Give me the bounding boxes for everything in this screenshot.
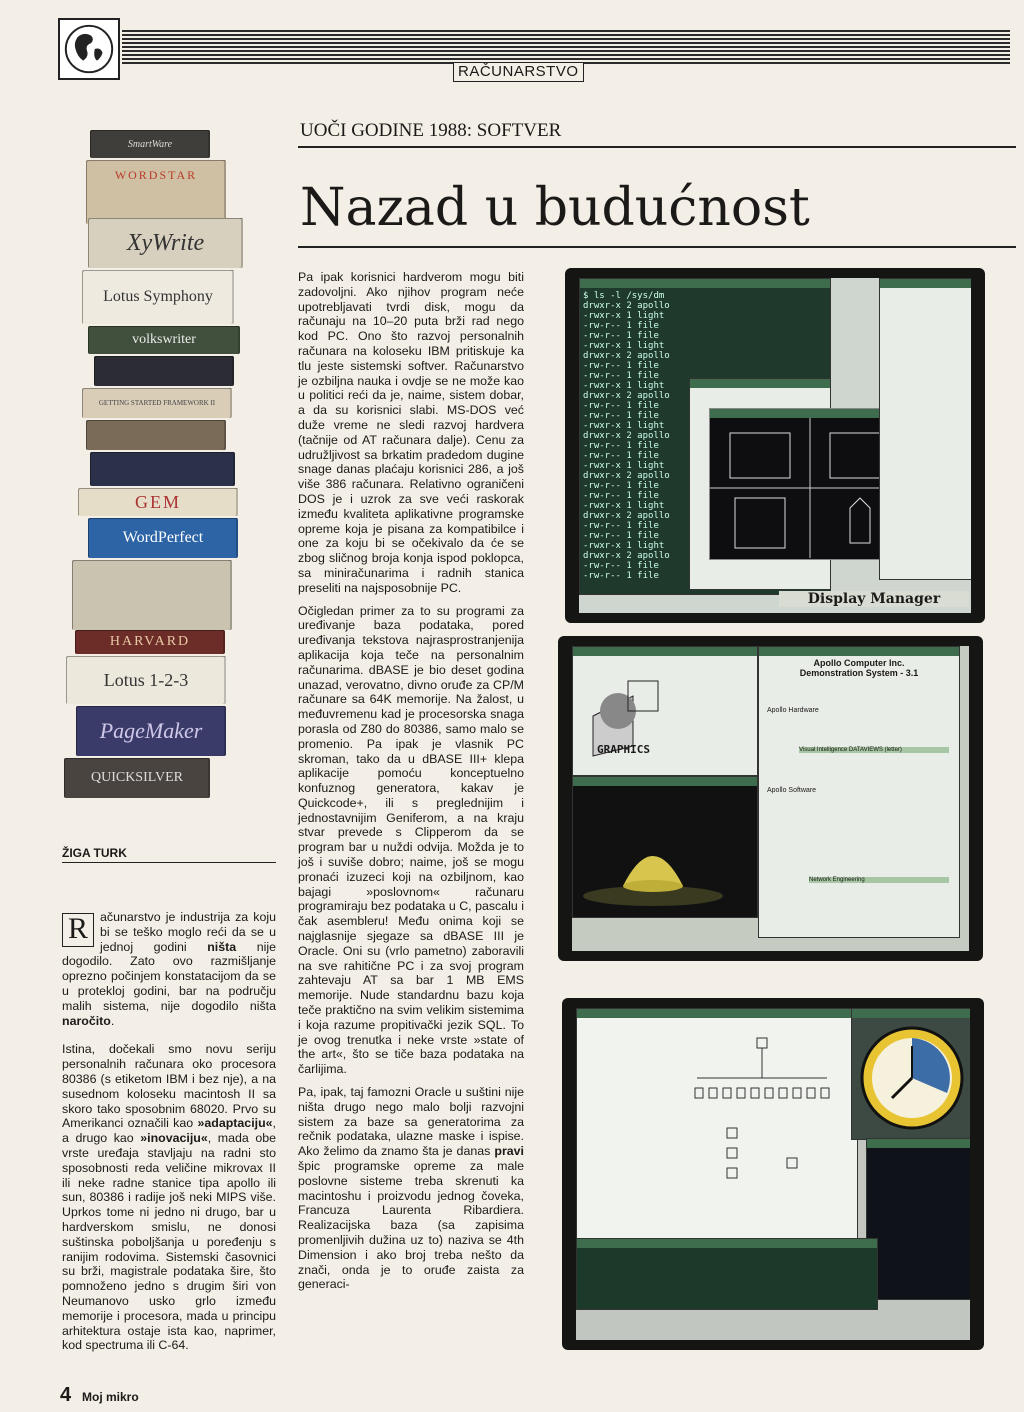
magazine-name: Moj mikro (82, 1390, 139, 1404)
shell-window (576, 1238, 878, 1310)
network-label: Network Engineering (809, 877, 949, 883)
book-symphony: Lotus Symphony (82, 270, 234, 324)
body-paragraph: Pa ipak korisnici hardverom mogu biti zadovoljni. Ako njihov program neće upotrebljavati tvrdi disk, mogu da računaju na 10–20 puta brži rad nego kod PC. Ono što razvoj personalnih računara na koloseku IBM pritiskuje ka tlu jeste sistemski softver. Računarstvo je ozbiljna nauka i ovdje se ne može kao u politici reći da je, naime, sistem dobar, a da su korisnici slabi. MS-DOS već duže vreme ne sledi razvoj hardvera (tačnije od AT računara dalje). Cenu za udružljivost sa brkatim pradedom dugine snage danas plaćaju korisnici 286, a još više 386 računara. Relativno ograničeni DOS je i uzrok za sve veći raskorak između kvaliteta aplikativne programske opreme koja je pisana za kompatibilce i one za koju bi se očekivalo da će se zbog sličnog broja konja ispod poklopca, sa miniračunarima i radnih stanica preseliti na najsposobnije PC. (298, 270, 524, 595)
apollo-demo-window (758, 646, 960, 938)
clock-icon (852, 1018, 970, 1138)
book-volkswriter: volkswriter (88, 326, 240, 354)
apollo-banner-line2: Demonstration System - 3.1 (799, 668, 919, 678)
book-wordstar-label: WORDSTAR (114, 168, 198, 182)
book-lotus123: Lotus 1-2-3 (66, 656, 226, 704)
apollo-hardware-button: Apollo Hardware (767, 707, 819, 714)
book-harvard: HARVARD (75, 630, 225, 654)
body-paragraph: Pa, ipak, taj famozni Oracle u suštini nije ništa drugo nego malo bolji razvojni sistem za baze sa generatorima za rečnik podataka, ulazne maske i ispise. Ako želimo da znamo šta je danas pravi špic programske opreme za male poslovne sisteme treba skrenuti ka macintoshu i proizvodu jednog čoveka, Francuza Laurenta Ribardiera. Realizacijska baza (sa zapisima promenljivih dužina uz to) naziva se 4th Dimension i ako broj treba nešto da znači, onda je to oruđe zaista za generaci- (298, 1085, 524, 1292)
render-window (572, 776, 758, 918)
globe-logo-icon (58, 18, 120, 80)
dataviews-label: Visual Intelligence DATAVIEWS (letter) (799, 747, 949, 753)
apollo-banner-line1: Apollo Computer Inc. (813, 658, 905, 668)
middle-column (298, 270, 524, 1300)
diagram-window (576, 1008, 858, 1240)
clock-window (851, 1008, 970, 1140)
divider (298, 146, 1016, 148)
screenshot-apollo-demo (558, 636, 983, 961)
book-pagemaker: PageMaker (76, 706, 226, 756)
book-navy (90, 452, 235, 486)
author-name: ŽIGA TURK (62, 846, 127, 860)
body-paragraph: Istina, dočekali smo novu seriju personalnih računara oko procesora 80386 (s etiketom IBM i bez nje), a na susednom koloseku macintosh II sa skoro tako sposobnim 68020. Prvo su Amerikanci označili kao »adaptaciju«, a drugo kao »inovaciju«, mada obe vrste uređaja stavljaju na radni sto sposobnosti reda veličine mikrovax II ili neke radne stanice tipa apollo ili sun, 80386 i radije još neki MIPS više. Uprkos tome ni jedno ni drugo, bar u hardverskom smislu, ne donosi suštinska poboljšanja u poređenju s ranijim rodovima. Sistemski časovnici su brži, magistrale podataka šire, što pomnoženo jedno s drugim širi von Neumanovo usko grlo između memorije i procesora, mada u principu arhitektura ostaje ista kao, naprimer, kod spectruma ili C-64. (62, 1042, 277, 1353)
graphics-window (572, 646, 758, 776)
book-xywrite: XyWrite (88, 218, 243, 268)
intro-paragraph: R ačunarstvo je industrija za koju bi se teško moglo reći da se u jednoj godini ništa nije dogodilo. Zato ovo razmišljanje oprezno počinjem konstatacijom da se u protekloj godini, bar na području malih sistema, nije dogodilo ništa naročito. (62, 910, 276, 1028)
book-quicksilver: QUICKSILVER (64, 758, 210, 798)
book-brown (86, 420, 226, 450)
display-manager-banner: Display Manager (779, 591, 969, 607)
book-smartware: SmartWare (90, 130, 210, 158)
book-business-pack (72, 560, 232, 630)
left-column (62, 910, 276, 1361)
apollo-software-button: Apollo Software (767, 787, 817, 794)
listing-window (866, 1138, 970, 1300)
drop-cap: R (62, 913, 94, 947)
screenshot-clock-desktop (562, 998, 984, 1350)
terminal-window: $ ls -l /sys/dm drwxr-x 2 apollo -rwxr-x 1 light -rw-r-- 1 file -rw-r-- 1 file -rwxr-x 1 light drwxr-x 2 apollo -rw-r-- 1 file -rw-r-- 1 file -rwxr-x 1 light drwxr-x 2 apollo -rw-r-- 1 file -rw-r-- 1 file -rwxr-x 1 light drwxr-x 2 apollo -rw-r-- 1 file -rw-r-- 1 file -rwxr-x 1 light drwxr-x 2 apollo -rw-r-- 1 file -rw-r-- 1 file -rwxr-x 1 light drwxr-x 2 apollo -rw-r-- 1 file -rw-r-- 1 file -rwxr-x 1 light drwxr-x 2 apollo -rw-r-- 1 file -rw-r-- 1 file (579, 278, 831, 595)
section-label: RAČUNARSTVO (453, 62, 584, 82)
body-paragraph: Očigledan primer za to su programi za uređivanje baza podataka, pored uređivanja tekstova najrasprostranjenija aplikacija koja teče na personalnim računarima. dBASE je bio deset godina unazad, verovatno, divno oruđe za CP/M računare sa 64K memorije. Na žalost, u međuvremenu kad je procesorska snaga porasla od Z80 do 80386, samo malo se promenio. Pa ipak je vlasnik PC skroman, tako da u dBASE III+ klepa aplikacije pomoću konceptuelno konfuznog generatora, kakav je Quickcode+, ili s preglednijim i jednostavnijim Geniferom, a na kraju stvar prevede s Clipperom da se program bar u nuždi odvija. Možda je to još i suviše dobro; naime, još se mogu pronaći izuzeci koji na ozbiljnom, kao bajagi »poslovnom« računaru programiraju bez podataka u C, pascalu i čak asembleru! Među onima koji se najglasnije sjegaze sa dBASE III je Oracle. Oni su (vrlo pametno) zaboravili na sve rahitične PC i za svoj program zahtevaju AT sa bar 1 MB EMS memorije. Nude standardnu bazu koja teče praktično na svim velikim sistemima i koja razume propitivački jezik SQL. To je ovog trenutka i neke vrste »state of the art«, što se tiče baza podataka na čarlijima. (298, 603, 524, 1077)
book-wordstar (86, 160, 226, 224)
divider (298, 246, 1016, 248)
header-bar (122, 30, 1010, 64)
topic-heading: UOČI GODINE 1988: SOFTVER (300, 120, 562, 141)
screenshot-display-manager (565, 268, 985, 623)
divider (62, 862, 276, 863)
book-gem: GEM (78, 488, 238, 516)
book-dark (94, 356, 234, 386)
book-wordperfect: WordPerfect (88, 518, 238, 558)
statistics-window (879, 278, 971, 580)
graphics-label: GRAPHICS (597, 743, 650, 756)
page-number: 4 (60, 1384, 72, 1406)
book-framework: GETTING STARTED FRAMEWORK II (82, 388, 232, 418)
article-title: Nazad u budućnost (300, 178, 810, 238)
